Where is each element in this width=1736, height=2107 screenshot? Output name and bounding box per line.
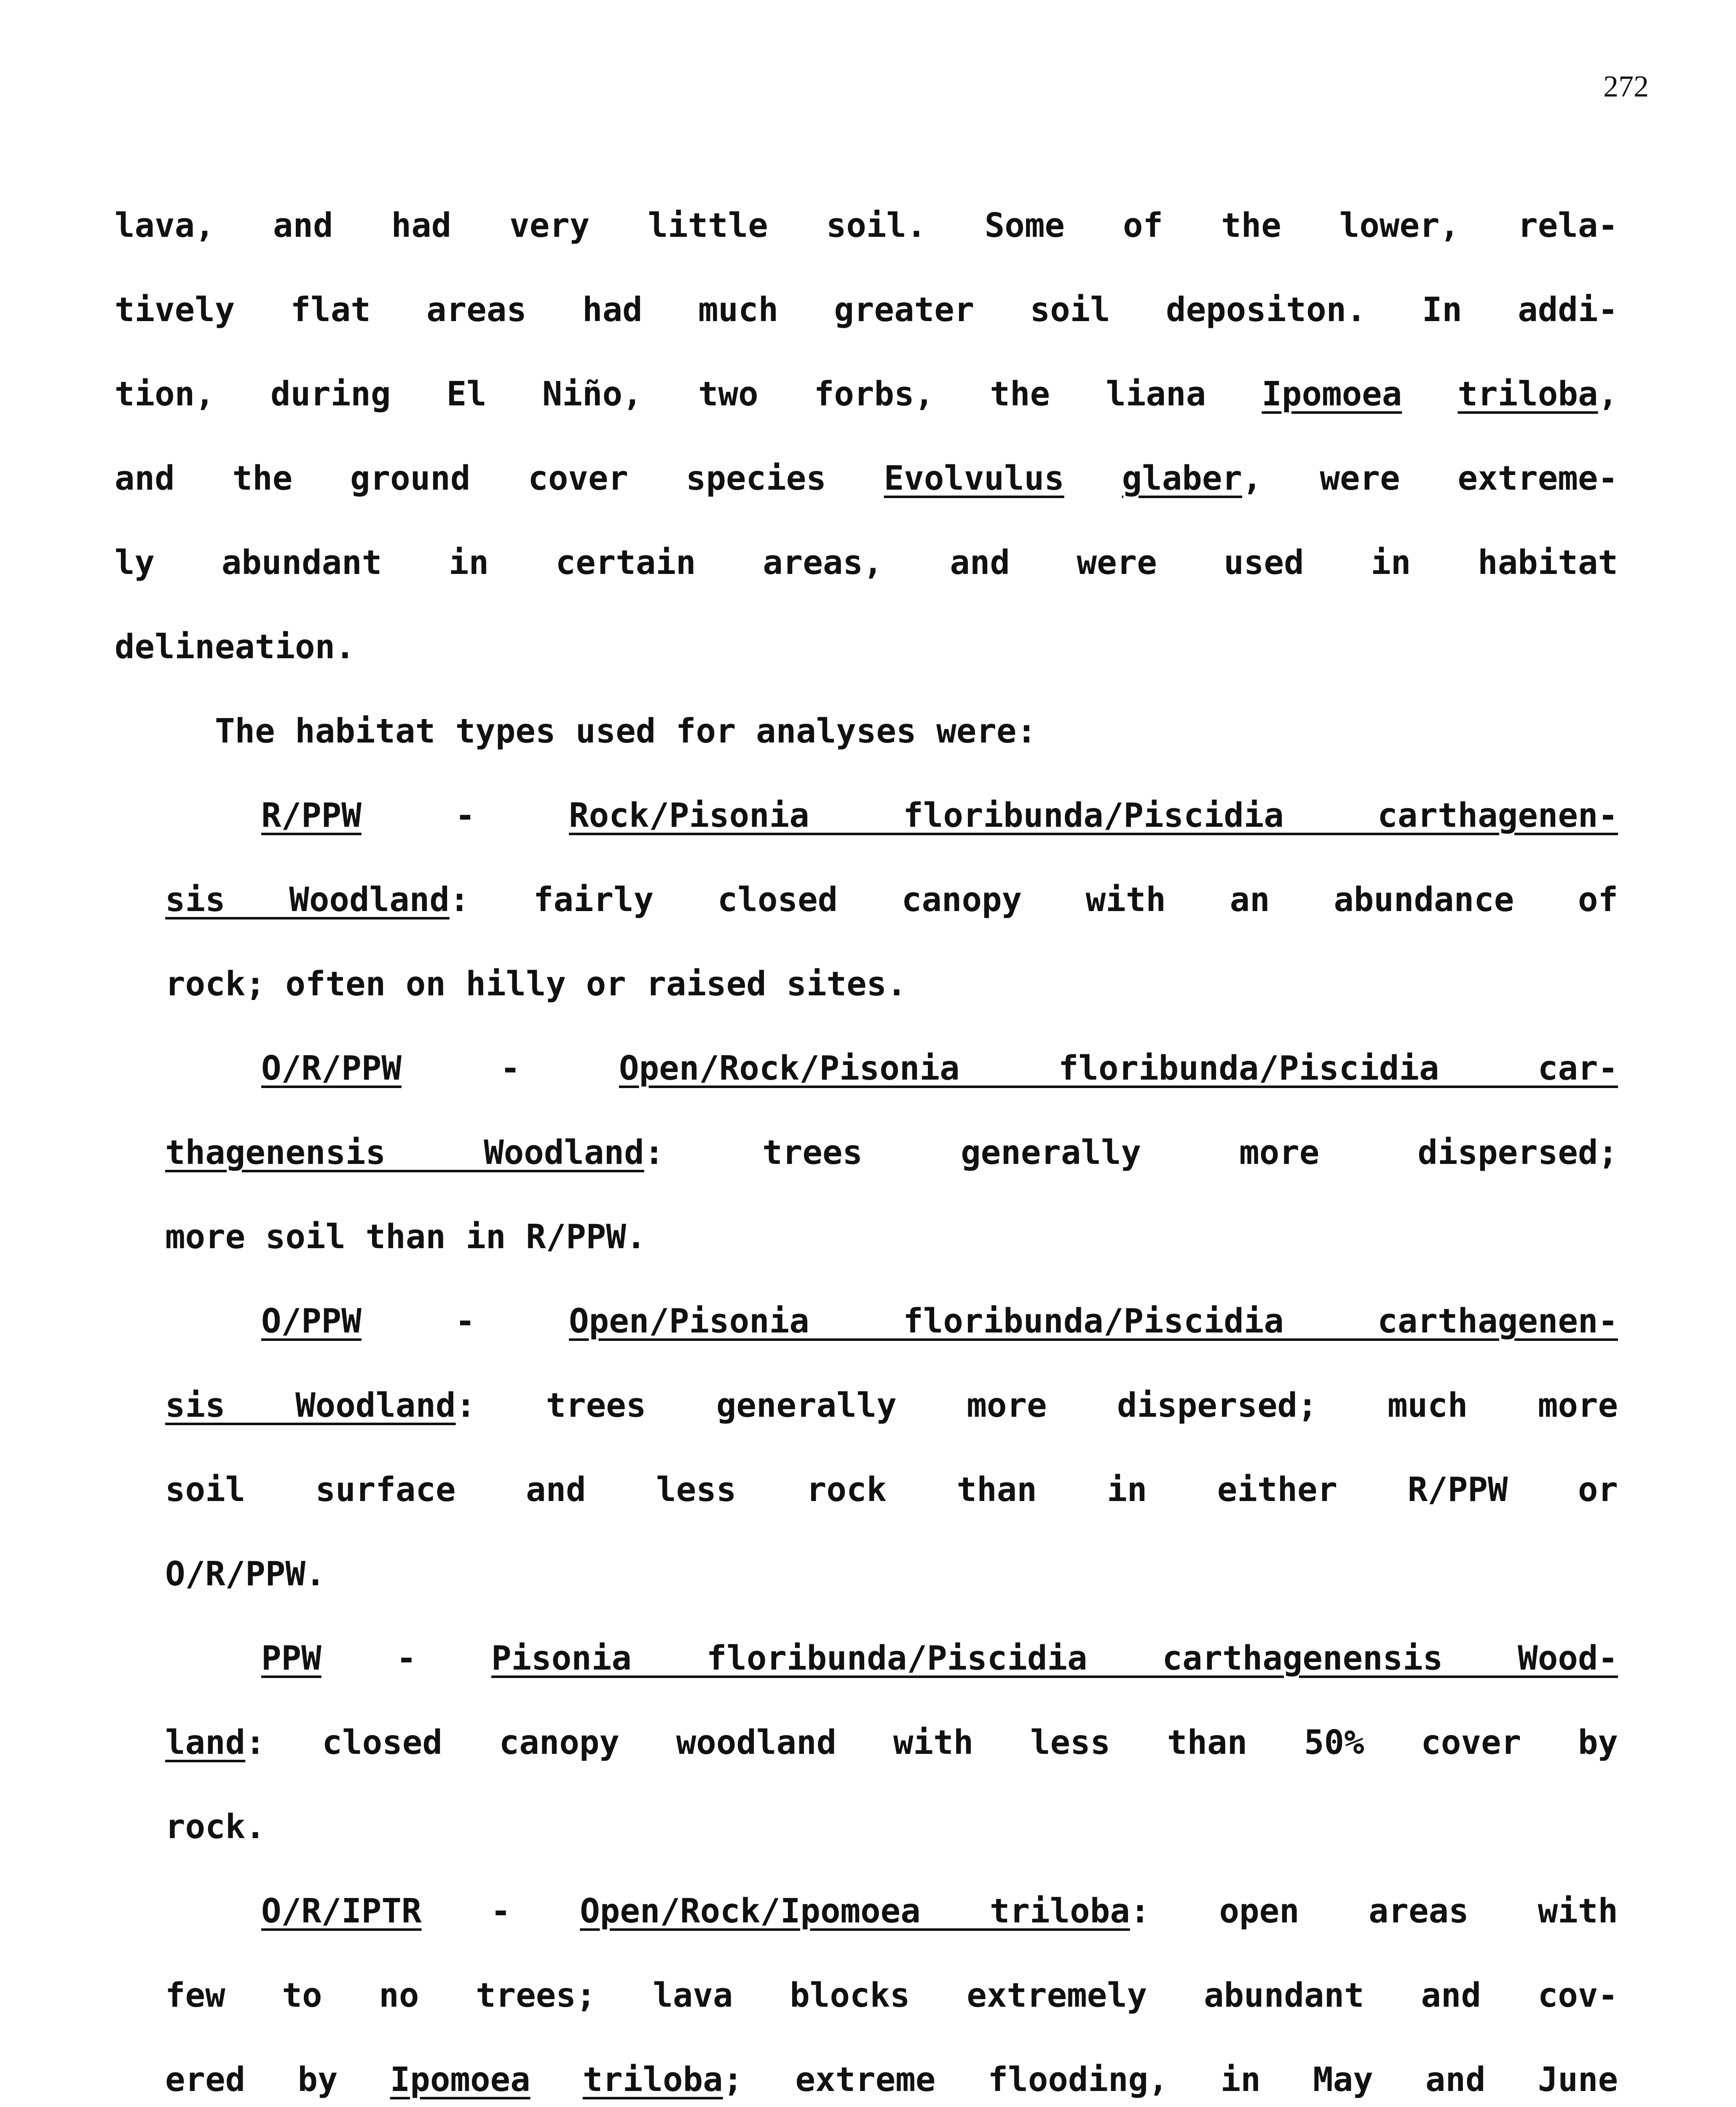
underlined-term: O/R/IPTR (261, 1892, 422, 1930)
text-line (261, 1888, 1618, 1934)
underlined-term: Ipomoea (1262, 375, 1402, 413)
text-run: : open areas with (1130, 1892, 1618, 1930)
text-line (165, 961, 1176, 1007)
underlined-term: sis Woodland (165, 880, 450, 919)
text-line (165, 1551, 418, 1597)
text-line (115, 287, 1618, 333)
text-run: O/R/PPW. (165, 1555, 326, 1593)
underlined-term: O/R/PPW (261, 1049, 402, 1088)
text-line (165, 1804, 334, 1850)
text-run: The habitat types used for analyses were: (215, 712, 1037, 751)
underlined-term: R/PPW (261, 796, 362, 835)
text-line (165, 1382, 1618, 1429)
text-run: ered by (165, 2060, 390, 2099)
text-run: few to no trees; lava blocks extremely abundant and cov- (165, 1976, 1618, 2015)
text-line (165, 1129, 1618, 1176)
text-run: - (421, 1892, 580, 1930)
underlined-term: Open/Rock/Ipomoea triloba (580, 1892, 1130, 1930)
underlined-term: triloba (1457, 375, 1598, 413)
page-number: 272 (1603, 70, 1649, 103)
text-line (261, 792, 1618, 839)
text-line (115, 371, 1618, 417)
text-run (1402, 375, 1457, 413)
text-line (115, 624, 620, 670)
text-run: : trees generally more dispersed; much more (455, 1386, 1618, 1425)
text-line (165, 2056, 1618, 2103)
underlined-term: sis Woodland (165, 1386, 456, 1425)
text-line (165, 877, 1618, 923)
text-line (115, 455, 1618, 501)
text-line (165, 1466, 1618, 1513)
text-run (530, 2060, 583, 2099)
text-run: - (361, 1302, 569, 1340)
underlined-term: Evolvulus (884, 459, 1064, 498)
underlined-term: land (165, 1723, 246, 1762)
underlined-term: Open/Rock/Pisonia floribunda/Piscidia car- (619, 1049, 1618, 1088)
text-run: : fairly closed canopy with an abundance of (449, 880, 1618, 919)
underlined-term: Ipomoea (390, 2060, 530, 2099)
text-run: : trees generally more dispersed; (644, 1133, 1618, 1172)
text-run: more soil than in R/PPW. (165, 1217, 646, 1256)
underlined-term: PPW (261, 1639, 321, 1678)
text-run: tively flat areas had much greater soil depositon. In addi- (115, 290, 1618, 329)
underlined-term: Rock/Pisonia floribunda/Piscidia carthagenen- (569, 796, 1618, 835)
text-run: lava, and had very little soil. Some of the lower, rela- (115, 206, 1618, 245)
text-run: - (321, 1639, 492, 1678)
underlined-term: thagenensis Woodland (165, 1133, 644, 1172)
underlined-term: triloba (582, 2060, 723, 2099)
underlined-term: O/PPW (261, 1302, 362, 1340)
text-line (261, 1045, 1618, 1091)
underlined-term: Pisonia floribunda/Piscidia carthagenensis Wood- (491, 1639, 1618, 1678)
text-run: : closed canopy woodland with less than 50% cover by (245, 1723, 1618, 1762)
text-run: - (361, 796, 569, 835)
text-run: rock; often on hilly or raised sites. (165, 965, 907, 1003)
text-line (165, 1214, 839, 1260)
text-run: delineation. (115, 627, 355, 666)
text-line (165, 1719, 1618, 1766)
text-run: tion, during El Niño, two forbs, the liana (115, 375, 1262, 413)
text-run: soil surface and less rock than in either R/PPW or (165, 1470, 1618, 1509)
text-line (165, 1972, 1618, 2019)
text-line (261, 1298, 1618, 1344)
text-run: , were extreme- (1242, 459, 1618, 498)
text-line (115, 539, 1618, 586)
text-run: ; extreme flooding, in May and June (723, 2060, 1618, 2099)
text-run: - (401, 1049, 619, 1088)
text-line (261, 1635, 1618, 1681)
text-run: , (1598, 375, 1618, 413)
text-run: and the ground cover species (115, 459, 884, 498)
text-run: rock. (165, 1807, 265, 1846)
text-line (215, 708, 1226, 754)
text-run: ly abundant in certain areas, and were used in habitat (115, 543, 1618, 582)
text-line (115, 202, 1618, 249)
underlined-term: Open/Pisonia floribunda/Piscidia carthagenen- (569, 1302, 1618, 1340)
underlined-term: glaber (1122, 459, 1242, 498)
text-run (1064, 459, 1122, 498)
